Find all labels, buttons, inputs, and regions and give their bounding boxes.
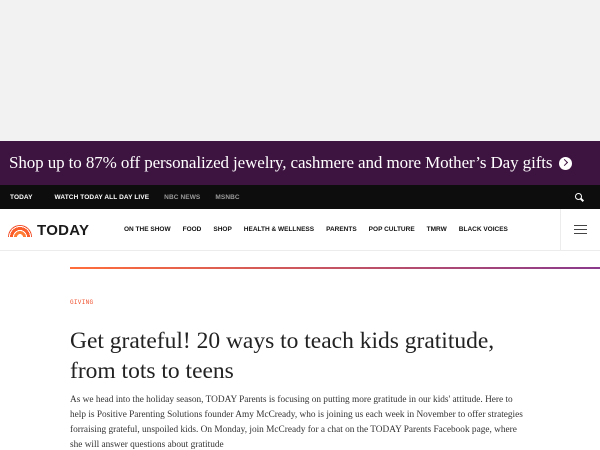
- search-icon[interactable]: [575, 193, 584, 202]
- network-link-today[interactable]: TODAY: [10, 193, 33, 201]
- nav-item-health-wellness[interactable]: HEALTH & WELLNESS: [243, 226, 315, 233]
- article-body: As we head into the holiday season, TODAY Parents is focusing on putting more gratitude in our kids' attitude. Here to help is Positive Parenting Solutions founder Amy McCready, who is joining us each week in November to offer strategies forraising grateful, unspoiled kids. On Monday, join McCready for a chat on the TODAY Parents Facebook page, where she will answer questions about gratitude: [70, 395, 523, 450]
- article-headline: Get grateful! 20 ways to teach kids gratitude, from tots to teens: [70, 328, 495, 384]
- nav-item-pop-culture[interactable]: POP CULTURE: [368, 226, 415, 233]
- network-link-watch-live[interactable]: WATCH TODAY ALL DAY LIVE: [54, 193, 150, 201]
- advertisement-space: [0, 0, 600, 141]
- promo-text[interactable]: Shop up to 87% off personalized jewelry, cashmere and more Mother’s Day gifts: [9, 153, 553, 172]
- network-link-msnbc[interactable]: MSNBC: [215, 193, 240, 201]
- nav-item-parents[interactable]: PARENTS: [326, 226, 357, 233]
- today-logo[interactable]: [8, 221, 89, 239]
- network-link-nbc-news[interactable]: NBC NEWS: [164, 193, 201, 201]
- nav-item-black-voices[interactable]: BLACK VOICES: [458, 226, 508, 233]
- nav-divider: [560, 209, 561, 251]
- nav-links: [124, 226, 520, 233]
- chevron-right-circle-icon[interactable]: [559, 157, 572, 170]
- nav-item-tmrw[interactable]: TMRW: [426, 226, 447, 233]
- sunrise-logo-icon: [8, 224, 32, 237]
- nav-item-shop[interactable]: SHOP: [213, 226, 232, 233]
- accent-divider: [70, 267, 600, 269]
- article-category[interactable]: GIVING: [70, 299, 94, 306]
- logo-text: TODAY: [37, 221, 90, 239]
- nav-item-food[interactable]: FOOD: [182, 226, 202, 233]
- nav-item-on-the-show[interactable]: ON THE SHOW: [124, 226, 171, 233]
- promo-banner[interactable]: [0, 141, 600, 185]
- network-bar: [0, 185, 600, 209]
- main-navigation: [0, 209, 600, 251]
- hamburger-menu-icon[interactable]: [574, 225, 587, 234]
